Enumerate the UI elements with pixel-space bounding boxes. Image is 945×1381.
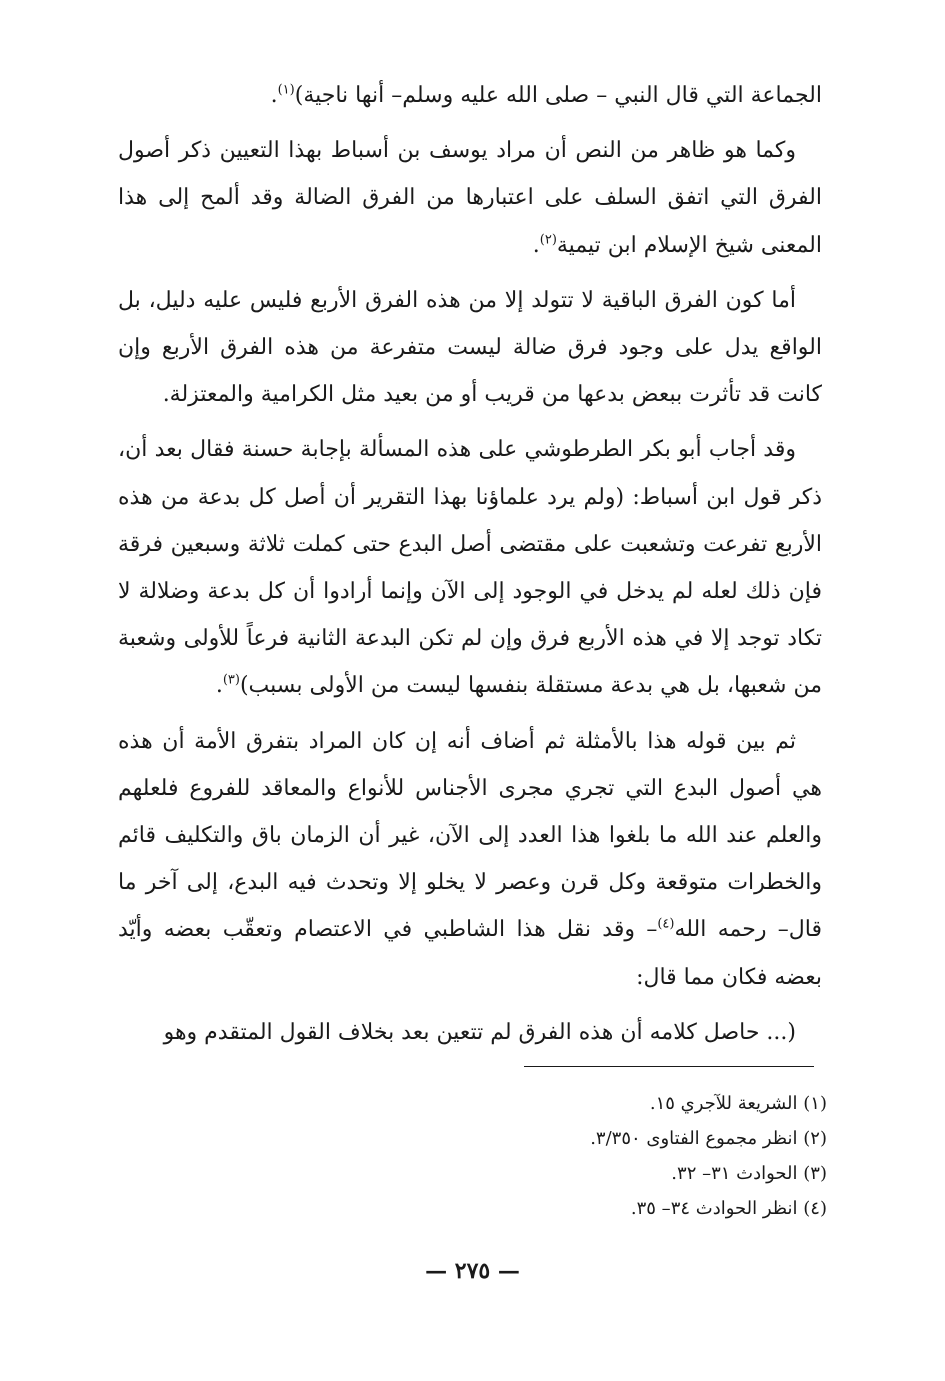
footnote-4: (٤) انظر الحوادث ٣٤– ٣٥. (630, 1198, 827, 1219)
main-text (118, 72, 822, 1056)
paragraph-1 (118, 72, 822, 119)
footnotes (327, 1086, 827, 1226)
paragraph-5-text: ثم بين قوله هذا بالأمثلة ثم أضاف أنه إن كان المراد بتفرق الأمة أن هذه هي أصول البدع التي تجري مجرى الأجناس للأنواع والمعاقد للفروع فلعلهم والعلم عند الله ما بلغوا هذا العدد إلى الآن، غير أن الزمان باق والتكليف قائم والخطرات متوقعة وكل قرن وعصر لا يخلو إلا وتحدث فيه البدع، إلى آخر ما قال– رحمه الله (118, 728, 822, 943)
paragraph-3 (118, 277, 822, 419)
footnote-ref-1: (١) (277, 82, 295, 98)
footnote-ref-2: (٢) (539, 232, 557, 248)
paragraph-5 (118, 718, 822, 1001)
footnote-separator (524, 1066, 814, 1067)
paragraph-5-tail: – وقد نقل هذا الشاطبي في الاعتصام وتعقّب بعضه وأيّد بعضه فكان مما قال: (118, 917, 822, 990)
paragraph-2-tail: . (532, 232, 540, 258)
footnote-3: (٣) الحوادث ٣١– ٣٢. (671, 1163, 827, 1184)
paragraph-4-tail: . (215, 673, 223, 699)
paragraph-4 (118, 426, 822, 709)
paragraph-3-text: أما كون الفرق الباقية لا تتولد إلا من هذه الفرق الأربع فليس عليه دليل، بل الواقع يدل على وجود فرق ضالة ليست متفرعة من هذه الفرق الأربع وإن كانت قد تأثرت ببعض بدعها من قريب أو من بعيد مثل الكرامية والمعتزلة. (118, 287, 822, 408)
paragraph-6 (118, 1009, 822, 1056)
paragraph-2-text: وكما هو ظاهر من النص أن مراد يوسف بن أسباط بهذا التعيين ذكر أصول الفرق التي اتفق السلف على اعتبارها من الفرق الضالة وقد ألمح إلى هذا المعنى شيخ الإسلام ابن تيمية (118, 138, 822, 258)
footnote-ref-4: (٤) (657, 917, 675, 933)
page-number: — ٢٧٥ — (425, 1258, 520, 1284)
paragraph-2 (118, 127, 822, 269)
paragraph-1-tail: . (270, 83, 278, 108)
paragraph-1-text: الجماعة التي قال النبي – صلى الله عليه وسلم– أنها ناجية) (294, 83, 822, 108)
paragraph-6-text: (... حاصل كلامه أن هذه الفرق لم تتعين بعد بخلاف القول المتقدم وهو (163, 1019, 796, 1045)
footnote-1: (١) الشريعة للآجري ١٥. (649, 1093, 827, 1114)
footnote-2: (٢) انظر مجموع الفتاوى ٣/٣٥٠. (590, 1128, 827, 1149)
footnote-ref-3: (٣) (222, 673, 240, 689)
paragraph-4-text: وقد أجاب أبو بكر الطرطوشي على هذه المسألة بإجابة حسنة فقال بعد أن، ذكر قول ابن أسباط: (ولم يرد علماؤنا بهذا التقرير أن أصل كل بدعة من هذه الأربع تفرعت وتشعبت على مقتضى أصل البدع حتى كملت ثلاثة وسبعين فرقة فإن ذلك لعله لم يدخل في الوجود إلى الآن وإنما أرادوا أن كل بدعة وضلالة لا تكاد توجد إلا في هذه الأربع فرق وإن لم تكن البدعة الثانية فرعاً للأولى وشعبة من شعبها، بل هي بدعة مستقلة بنفسها ليست من الأولى بسبب) (118, 437, 822, 699)
